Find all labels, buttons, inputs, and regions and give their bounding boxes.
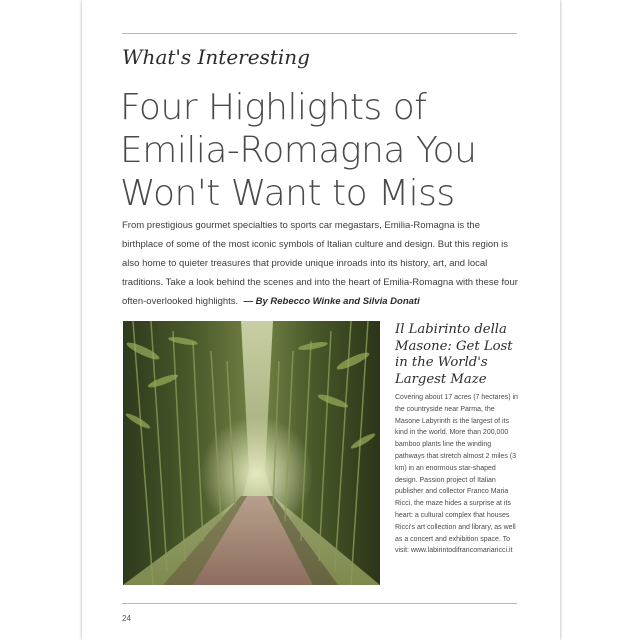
feature-title: Il Labirinto della Masone: Get Lost in the World's Largest Maze (395, 322, 513, 387)
byline: — By Rebecco Winke and Silvia Donati (243, 296, 420, 307)
bottom-divider (122, 603, 517, 604)
feature-body: Covering about 17 acres (7 hectares) in the countryside near Parma, the Masone Labyrinth is the largest of its kind in the world. More than 200,000 bamboo plants line the winding pathways that stretch almost 2 miles (3 km) in an enormous star-shaped design. Passion project of Italian publisher and collector Franco Maria Ricci, the maze hides a surprise at its heart: a cultural complex that houses Ricci's art collection and library, as well as a concert and exhibition space. To visit: www.labirintodifrancomariaricci.it (395, 394, 518, 555)
intro-text: From prestigious gourmet specialties to sports car megastars, Emilia-Romagna is the birthplace of some of the most iconic symbols of Italian culture and design. But this region is also home to quieter treasures that provide unique inroads into its history, art, and local traditions. Take a look behind the scenes and into the heart of Emilia-Romagna with these four often-overlooked highlights. (122, 220, 518, 307)
intro-paragraph (122, 216, 520, 311)
page-number: 24 (122, 614, 131, 623)
headline-line-1: Four Highlights of (120, 87, 427, 128)
section-label: What's Interesting (122, 45, 310, 69)
headline-line-3: Won't Want to Miss (120, 173, 455, 214)
headline-line-2: Emilia-Romagna You (120, 130, 477, 171)
bamboo-maze-photo (123, 321, 380, 585)
article-headline (120, 86, 520, 215)
top-divider (122, 33, 517, 34)
